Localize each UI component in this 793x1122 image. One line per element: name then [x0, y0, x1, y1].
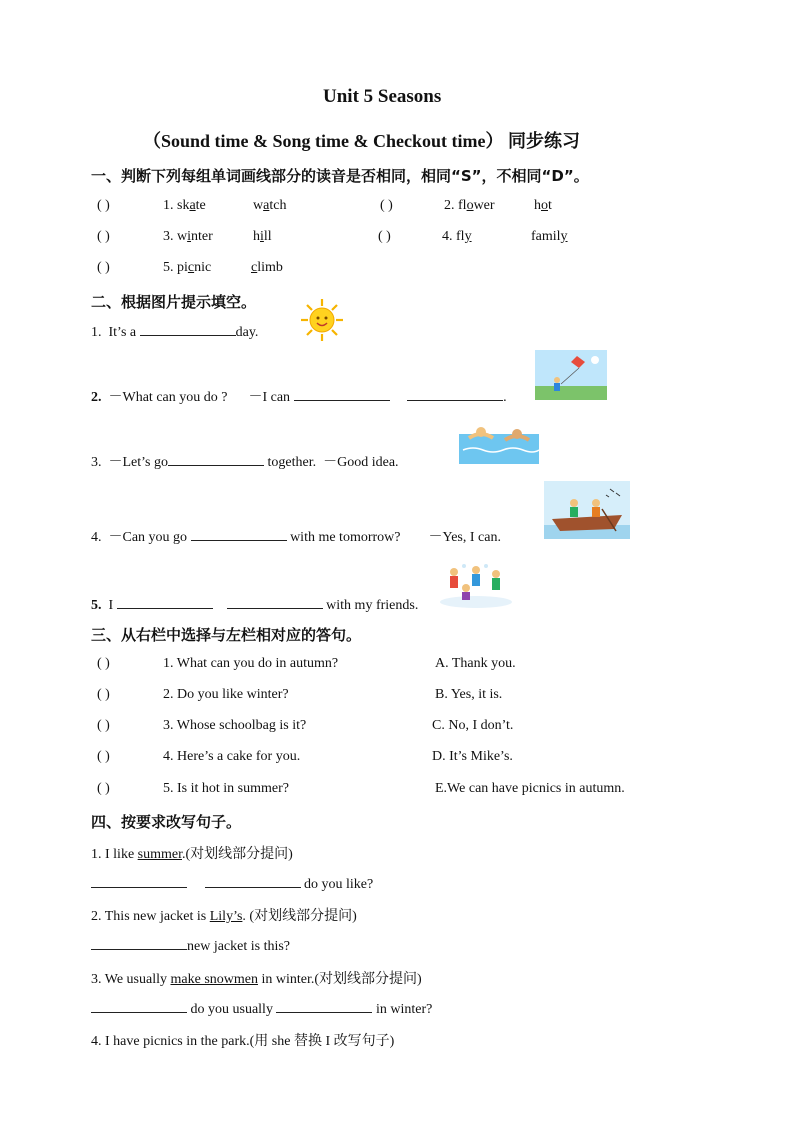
- s4-q1: 1. I like summer.(对划线部分提问): [91, 847, 293, 862]
- s1-item-4-word2: family: [531, 229, 568, 244]
- s3-left-2: 2. Do you like winter?: [163, 687, 289, 702]
- s1-item-1: 1. skate: [163, 198, 206, 213]
- section4-heading: 四、按要求改写句子。: [91, 813, 242, 831]
- s1-paren-3: ( ): [97, 229, 110, 244]
- s1-item-2: 2. flower: [444, 198, 495, 213]
- s3-left-4: 4. Here’s a cake for you.: [163, 749, 301, 764]
- s1-paren-1: ( ): [97, 198, 110, 213]
- s4-q3: 3. We usually make snowmen in winter.(对划线部分提问): [91, 972, 422, 987]
- s3-left-5: 5. Is it hot in summer?: [163, 781, 289, 796]
- s1-paren-4: ( ): [378, 229, 391, 244]
- sun-icon: [300, 298, 344, 342]
- s3-paren-3: ( ): [97, 718, 110, 733]
- s2-q5: 5. I with my friends.: [91, 595, 418, 614]
- s3-right-b: B. Yes, it is.: [435, 687, 503, 702]
- s2-q1: 1. It’s a day.: [91, 322, 258, 341]
- page-subtitle: （Sound time & Song time & Checkout time） 同步练习: [143, 131, 580, 151]
- swimming-image: [459, 412, 539, 464]
- boating-image: [544, 481, 630, 539]
- s4-q3-answer: do you usually in winter?: [91, 999, 432, 1018]
- s3-left-3: 3. Whose schoolbag is it?: [163, 718, 307, 733]
- s3-left-1: 1. What can you do in autumn?: [163, 656, 339, 671]
- s3-paren-1: ( ): [97, 656, 110, 671]
- s3-paren-4: ( ): [97, 749, 110, 764]
- s3-right-c: C. No, I don’t.: [432, 718, 514, 733]
- s2-q2: 2. －What can you do ? －I can .: [91, 386, 507, 406]
- s1-item-5-word2: climb: [251, 260, 283, 275]
- s1-item-2-word2: hot: [534, 198, 552, 213]
- s1-item-1-word2: watch: [253, 198, 287, 213]
- s3-paren-5: ( ): [97, 781, 110, 796]
- s1-paren-2: ( ): [380, 198, 393, 213]
- s2-q3: 3. －Let’s go together. －Good idea.: [91, 451, 399, 471]
- kite-flying-image: [535, 350, 607, 400]
- s4-q1-answer: do you like?: [91, 874, 373, 893]
- s1-item-3: 3. winter: [163, 229, 213, 244]
- s3-paren-2: ( ): [97, 687, 110, 702]
- s1-item-4: 4. fly: [442, 229, 472, 244]
- s3-right-a: A. Thank you.: [435, 656, 516, 671]
- s1-paren-5: ( ): [97, 260, 110, 275]
- snowball-fight-image: [438, 558, 514, 608]
- s4-q2: 2. This new jacket is Lily’s. (对划线部分提问): [91, 909, 357, 924]
- section2-heading: 二、根据图片提示填空。: [91, 293, 257, 311]
- s3-right-d: D. It’s Mike’s.: [432, 749, 513, 764]
- s1-item-5: 5. picnic: [163, 260, 212, 275]
- page-title: Unit 5 Seasons: [323, 86, 442, 107]
- s1-item-3-word2: hill: [253, 229, 272, 244]
- s4-q4: 4. I have picnics in the park.(用 she 替换 I 改写句子): [91, 1034, 395, 1049]
- s4-q2-answer: new jacket is this?: [91, 936, 290, 955]
- section1-heading: 一、判断下列每组单词画线部分的读音是否相同，相同“S”，不相同“D”。: [91, 167, 589, 185]
- s3-right-e: E.We can have picnics in autumn.: [435, 781, 625, 796]
- s2-q4: 4. －Can you go with me tomorrow? －Yes, I can.: [91, 526, 501, 546]
- section3-heading: 三、从右栏中选择与左栏相对应的答句。: [91, 626, 362, 644]
